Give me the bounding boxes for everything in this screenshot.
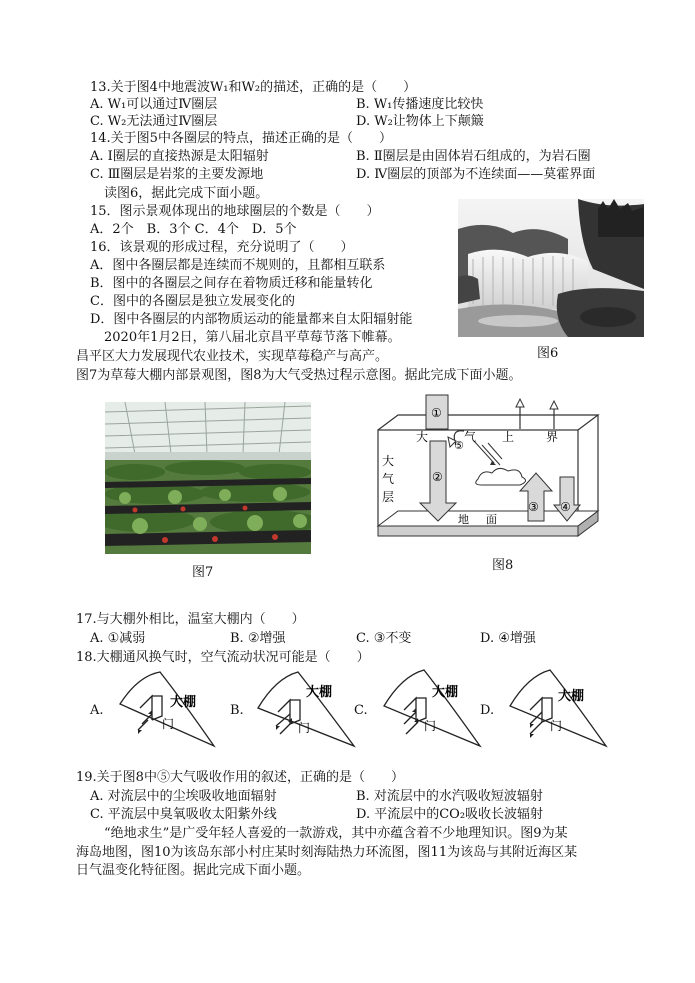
q19-option-a: A. 对流层中的尘埃吸收地面辐射 bbox=[90, 789, 277, 804]
passage3-line3: 日气温变化特征图。据此完成下面小题。 bbox=[76, 863, 311, 878]
q18-stem: 18.大棚通风换气时，空气流动状况可能是（ ） bbox=[76, 650, 370, 665]
fig8-side-char-2: 气 bbox=[382, 472, 395, 486]
fig6-intro: 读图6，据此完成下面小题。 bbox=[104, 186, 269, 201]
passage2-line2: 昌平区大力发展现代农业技术，实现草莓稳产与高产。 bbox=[76, 349, 389, 364]
q13-stem: 13.关于图4中地震波W₁和W₂的描述，正确的是（ ） bbox=[90, 80, 417, 95]
q18-option-c-diagram bbox=[376, 666, 484, 748]
q13-option-a: A. W₁可以通过Ⅳ圈层 bbox=[90, 97, 218, 112]
q14-option-c: C. Ⅲ圈层是岩浆的主要发源地 bbox=[90, 167, 264, 182]
fig8-upper-char-4: 界 bbox=[546, 430, 559, 444]
q18-d-door-label: 门 bbox=[550, 719, 563, 733]
fig8-label-2: ② bbox=[432, 470, 443, 484]
q18-b-door-label: 门 bbox=[298, 721, 311, 735]
q13-option-b: B. W₁传播速度比较快 bbox=[356, 97, 484, 112]
q19-option-d: D. 平流层中的CO₂吸收长波辐射 bbox=[356, 807, 544, 822]
fig8-side-char-1: 大 bbox=[382, 454, 395, 468]
q14-option-b: B. Ⅱ圈层是由固体岩石组成的，为岩石圈 bbox=[356, 149, 591, 164]
q19-option-b: B. 对流层中的水汽吸收短波辐射 bbox=[356, 789, 543, 804]
q18-c-shed-label: 大棚 bbox=[432, 685, 459, 700]
q15-stem: 15．图示景观体现出的地球圈层的个数是（ ） bbox=[90, 204, 380, 219]
fig8-label-1: ① bbox=[431, 406, 442, 420]
q14-option-d: D. Ⅳ圈层的顶部为不连续面——莫霍界面 bbox=[356, 167, 596, 182]
q17-option-c: C. ③不变 bbox=[356, 631, 412, 646]
passage3-line1: “绝地求生”是广受年轻人喜爱的一款游戏，其中亦蕴含着不少地理知识。图9为某 bbox=[104, 826, 568, 841]
q16-option-c: C．图中的各圈层是独立发展变化的 bbox=[90, 294, 295, 309]
q14-option-a: A. Ⅰ圈层的直接热源是太阳辐射 bbox=[90, 149, 269, 164]
fig8-caption: 图8 bbox=[492, 558, 514, 573]
q16-stem: 16．该景观的形成过程，充分说明了（ ） bbox=[90, 240, 354, 255]
greenhouse-photo bbox=[105, 402, 311, 554]
q18-b-shed-label: 大棚 bbox=[306, 685, 333, 700]
fig8-upper-char-1: 大 bbox=[416, 430, 429, 444]
q18-option-a-letter: A. bbox=[90, 703, 104, 718]
q15-options: A．2个 B．3个 C．4个 D．5个 bbox=[90, 222, 297, 237]
passage2-line1: 2020年1月2日，第八届北京昌平草莓节落下帷幕。 bbox=[104, 330, 401, 345]
q13-option-d: D. W₂让物体上下颠簸 bbox=[356, 114, 484, 129]
q14-stem: 14.关于图5中各圈层的特点，描述正确的是（ ） bbox=[90, 131, 392, 146]
q18-a-shed-label: 大棚 bbox=[170, 695, 197, 710]
waterfall-photo bbox=[458, 199, 644, 337]
fig8-ground-char-2: 面 bbox=[486, 513, 497, 526]
q16-option-a: A．图中各圈层都是连续而不规则的，且都相互联系 bbox=[90, 258, 386, 273]
passage3-line2: 海岛地图，图10为该岛东部小村庄某时刻海陆热力环流图，图11为该岛与其附近海区某 bbox=[76, 845, 578, 860]
passage2-line3: 图7为草莓大棚内部景观图，图8为大气受热过程示意图。据此完成下面小题。 bbox=[76, 368, 522, 383]
fig8-label-5: ⑤ bbox=[454, 439, 464, 452]
q18-c-door-label: 门 bbox=[424, 719, 437, 733]
q17-option-a: A. ①减弱 bbox=[90, 631, 146, 646]
q19-option-c: C. 平流层中臭氧吸收太阳紫外线 bbox=[90, 807, 277, 822]
q16-option-d: D．图中各圈层的内部物质运动的能量都来自太阳辐射能 bbox=[90, 312, 413, 327]
fig6-caption: 图6 bbox=[537, 346, 559, 361]
fig8-label-4: ④ bbox=[560, 500, 571, 514]
fig8-label-3: ③ bbox=[528, 500, 539, 514]
q18-option-c-letter: C. bbox=[354, 703, 368, 718]
q17-option-b: B. ②增强 bbox=[230, 631, 286, 646]
q13-option-c: C. W₂无法通过Ⅳ圈层 bbox=[90, 114, 218, 129]
fig7-caption: 图7 bbox=[192, 565, 214, 580]
fig8-ground-char-1: 地 bbox=[458, 513, 469, 526]
fig8-upper-char-3: 上 bbox=[502, 430, 515, 444]
atmosphere-heating-diagram bbox=[370, 393, 610, 553]
q18-option-b-letter: B. bbox=[230, 703, 244, 718]
q18-option-a-diagram bbox=[112, 670, 220, 748]
q17-stem: 17.与大棚外相比，温室大棚内（ ） bbox=[76, 612, 305, 627]
q17-option-d: D. ④增强 bbox=[480, 631, 536, 646]
q16-option-b: B．图中的各圈层之间存在着物质迁移和能量转化 bbox=[90, 276, 373, 291]
fig8-side-char-3: 层 bbox=[382, 490, 395, 504]
q19-stem: 19.关于图8中⑤大气吸收作用的叙述，正确的是（ ） bbox=[76, 770, 404, 785]
q18-option-b-diagram bbox=[250, 668, 358, 748]
q18-a-door-label: 门 bbox=[162, 717, 175, 731]
q18-option-d-letter: D. bbox=[480, 703, 495, 718]
fig8-upper-char-2: 气 bbox=[464, 430, 477, 444]
q18-option-d-diagram bbox=[502, 668, 610, 748]
q18-d-shed-label: 大棚 bbox=[558, 689, 585, 704]
